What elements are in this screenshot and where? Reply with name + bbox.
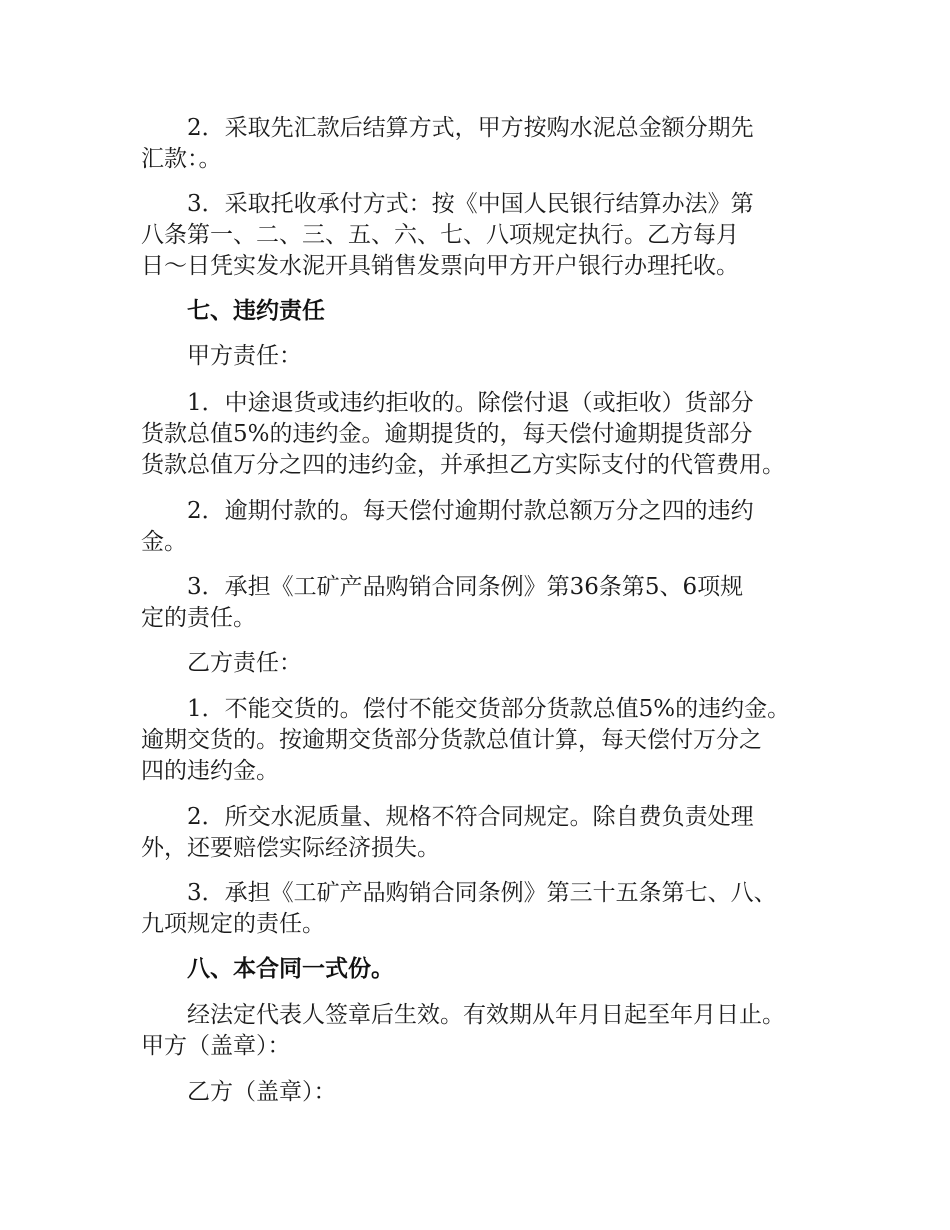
text-line: 3．承担《工矿产品购销合同条例》第36条第5、6项规 bbox=[187, 574, 744, 600]
text-line: 1．不能交货的。偿付不能交货部分货款总值5%的违约金。 bbox=[187, 696, 791, 722]
party-a-seal-line: 甲方（盖章）： bbox=[141, 1033, 291, 1059]
paragraph-collection bbox=[141, 189, 841, 282]
text-line: 逾期交货的。按逾期交货部分货款总值计算，每天偿付万分之 bbox=[141, 727, 762, 753]
text-line: 2．所交水泥质量、规格不符合同规定。除自费负责处理 bbox=[187, 804, 754, 830]
text-line: 经法定代表人签章后生效。有效期从年月日起至年月日止。 bbox=[187, 1002, 785, 1028]
paragraph-effective bbox=[141, 1000, 841, 1062]
text-line: 四的违约金。 bbox=[141, 758, 279, 784]
text-line: 3．承担《工矿产品购销合同条例》第三十五条第七、八、 bbox=[187, 880, 777, 906]
paragraph-a-late-payment bbox=[141, 496, 841, 558]
section-heading-copies: 八、本合同一式份。 bbox=[187, 956, 394, 982]
paragraph-b-no-delivery bbox=[141, 694, 841, 787]
party-a-liability-label: 甲方责任： bbox=[187, 343, 302, 369]
paragraph-b-regulation bbox=[141, 878, 841, 940]
text-line: 金。 bbox=[141, 529, 187, 555]
text-line: 定的责任。 bbox=[141, 605, 256, 631]
text-line: 3．采取托收承付方式：按《中国人民银行结算办法》第 bbox=[187, 191, 754, 217]
text-line: 2．逾期付款的。每天偿付逾期付款总额万分之四的违约 bbox=[187, 498, 754, 524]
text-line: 外，还要赔偿实际经济损失。 bbox=[141, 835, 440, 861]
paragraph-a-regulation bbox=[141, 572, 841, 634]
text-line: 汇款：。 bbox=[141, 146, 222, 172]
text-line: 八条第一、二、三、五、六、七、八项规定执行。乙方每月 bbox=[141, 222, 739, 248]
section-heading-liability: 七、违约责任 bbox=[187, 298, 325, 324]
text-line: 1．中途退货或违约拒收的。除偿付退（或拒收）货部分 bbox=[187, 390, 754, 416]
text-line: 货款总值5%的违约金。逾期提货的，每天偿付逾期提货部分 bbox=[141, 421, 753, 447]
text-line: 2．采取先汇款后结算方式，甲方按购水泥总金额分期先 bbox=[187, 115, 754, 141]
paragraph-a-return-goods bbox=[141, 388, 841, 481]
text-line: 九项规定的责任。 bbox=[141, 911, 325, 937]
paragraph-b-quality bbox=[141, 802, 841, 864]
party-b-liability-label: 乙方责任： bbox=[187, 650, 302, 676]
text-line: 货款总值万分之四的违约金，并承担乙方实际支付的代管费用。 bbox=[141, 452, 785, 478]
party-b-seal-line: 乙方（盖章）： bbox=[187, 1079, 337, 1105]
paragraph-prepayment bbox=[141, 113, 841, 175]
text-line: 日～日凭实发水泥开具销售发票向甲方开户银行办理托收。 bbox=[141, 253, 739, 279]
